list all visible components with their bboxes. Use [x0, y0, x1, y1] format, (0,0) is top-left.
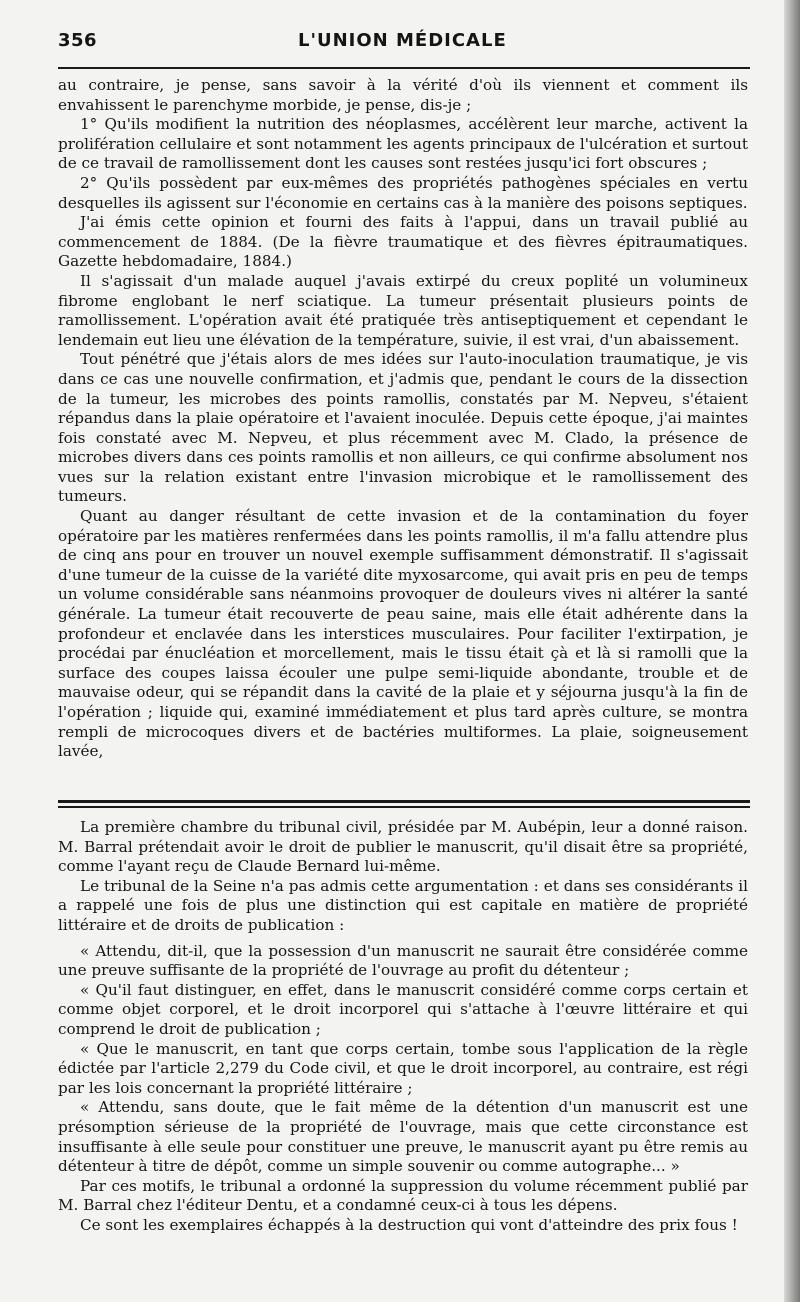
article-paragraph: 1° Qu'ils modifient la nutrition des néoplasmes, accélèrent leur marche, activent la prolifération cellulaire et sont notamment les agents principaux de l'ulcération et surtout de ce travail de ramollissement dont les causes sont restées jusqu'ici fort obscures ;: [58, 115, 748, 173]
feuilleton-paragraph: Ce sont les exemplaires échappés à la destruction qui vont d'atteindre des prix fous !: [80, 1215, 738, 1234]
feuilleton-paragraph: Le tribunal de la Seine n'a pas admis cette argumentation : et dans ses considérants il a rappelé une fois de plus une distinction qui est capitale en matière de propriété littéraire et de droits de publication :: [58, 876, 748, 934]
page-header: [58, 30, 748, 64]
feuilleton-paragraph: « Attendu, sans doute, que le fait même de la détention d'un manuscrit est une présomption sérieuse de la propriété de l'ouvrage, mais que cette circonstance est insuffisante à elle seule pour constituer une preuve, le manuscrit ayant pu être remis au détenteur à titre de dépôt, comme un simple souvenir ou comme autographe... »: [58, 1098, 748, 1176]
article-paragraph: Quant au danger résultant de cette invasion et de la contamination du foyer opératoire par les matières renfermées dans les points ramollis, il m'a fallu attendre plus de cinq ans pour en trouver un nouvel exemple suffisamment démonstratif. Il s'agissait d'une tumeur de la cuisse de la variété dite myxosarcome, qui avait pris en peu de temps un volume considérable sans néanmoins provoquer de douleurs vives ni altérer la santé générale. La tumeur était recouverte de peau saine, mais elle était adhérente dans la profondeur et enclavée dans les interstices musculaires. Pour faciliter l'extirpation, je procédai par énucléation et morcellement, mais le tissu était çà et là si ramolli que la surface des coupes laissa écouler une pulpe semi-liquide abondante, trouble et de mauvaise odeur, qui se répandit dans la cavité de la plaie et y séjourna jusqu'à la fin de l'opération ; liquide qui, examiné immédiatement et plus tard après culture, se montra rempli de microcoques divers et de bactéries multiformes. La plaie, soigneusement lavée,: [58, 507, 748, 761]
feuilleton-divider-thin: [58, 806, 750, 808]
feuilleton-paragraph: La première chambre du tribunal civil, présidée par M. Aubépin, leur a donné raison. M. Barral prétendait avoir le droit de publier le manuscrit, qu'il disait être sa propriété, comme l'ayant reçu de Claude Bernard lui-même.: [58, 818, 748, 876]
article-paragraph: J'ai émis cette opinion et fourni des faits à l'appui, dans un travail publié au commencement de 1884. (De la fièvre traumatique et des fièvres épitraumatiques. Gazette hebdomadaire, 1884.): [58, 213, 748, 271]
feuilleton-paragraph: « Attendu, dit-il, que la possession d'un manuscrit ne saurait être considérée comme une preuve suffisante de la propriété de l'ouvrage au profit du détenteur ;: [58, 941, 748, 980]
feuilleton-divider-thick: [58, 800, 750, 803]
article-paragraph: Il s'agissait d'un malade auquel j'avais extirpé du creux poplité un volumineux fibrome englobant le nerf sciatique. La tumeur présentait plusieurs points de ramollissement. L'opération avait été pratiquée très antiseptiquement et cependant le lendemain eut lieu une élévation de la température, suivie, il est vrai, d'un abaissement.: [58, 271, 748, 349]
feuilleton-paragraph: Par ces motifs, le tribunal a ordonné la suppression du volume récemment publié par M. Barral chez l'éditeur Dentu, et a condamné ceux-ci à tous les dépens.: [58, 1176, 748, 1215]
article-paragraph: Tout pénétré que j'étais alors de mes idées sur l'auto-inoculation traumatique, je vis dans ce cas une nouvelle confirmation, et j'admis que, pendant le cours de la dissection de la tumeur, les microbes des points ramollis, constatés par M. Nepveu, s'étaient répandus dans la plaie opératoire et l'avaient inoculée. Depuis cette époque, j'ai maintes fois constaté avec M. Nepveu, et plus récemment avec M. Clado, la présence de microbes divers dans ces points ramollis et non ailleurs, ce qui confirme absolument nos vues sur la relation existant entre l'invasion microbique et le ramollissement des tumeurs.: [58, 350, 748, 506]
page-number: 356: [58, 30, 98, 51]
article-body: [58, 76, 748, 762]
page-edge-shadow: [784, 0, 800, 1302]
feuilleton-paragraph: « Qu'il faut distinguer, en effet, dans le manuscrit considéré comme corps certain et comme objet corporel, et le droit incorporel qui s'attache à l'œuvre littéraire et qui comprend le droit de publication ;: [58, 980, 748, 1038]
article-paragraph: au contraire, je pense, sans savoir à la vérité d'où ils viennent et comment ils envahissent le parenchyme morbide, je pense, dis-je ;: [58, 76, 748, 114]
header-rule: [58, 67, 750, 69]
article-paragraph: 2° Qu'ils possèdent par eux-mêmes des propriétés pathogènes spéciales en vertu desquelles ils agissent sur l'économie en certains cas à la manière des poisons septiques.: [58, 173, 748, 212]
running-title: L'UNION MÉDICALE: [298, 30, 507, 51]
feuilleton-body: [58, 818, 748, 1235]
feuilleton-paragraph: « Que le manuscrit, en tant que corps certain, tombe sous l'application de la règle édictée par l'article 2,279 du Code civil, et que le droit incorporel, au contraire, est régi par les lois concernant la propriété littéraire ;: [58, 1039, 748, 1097]
